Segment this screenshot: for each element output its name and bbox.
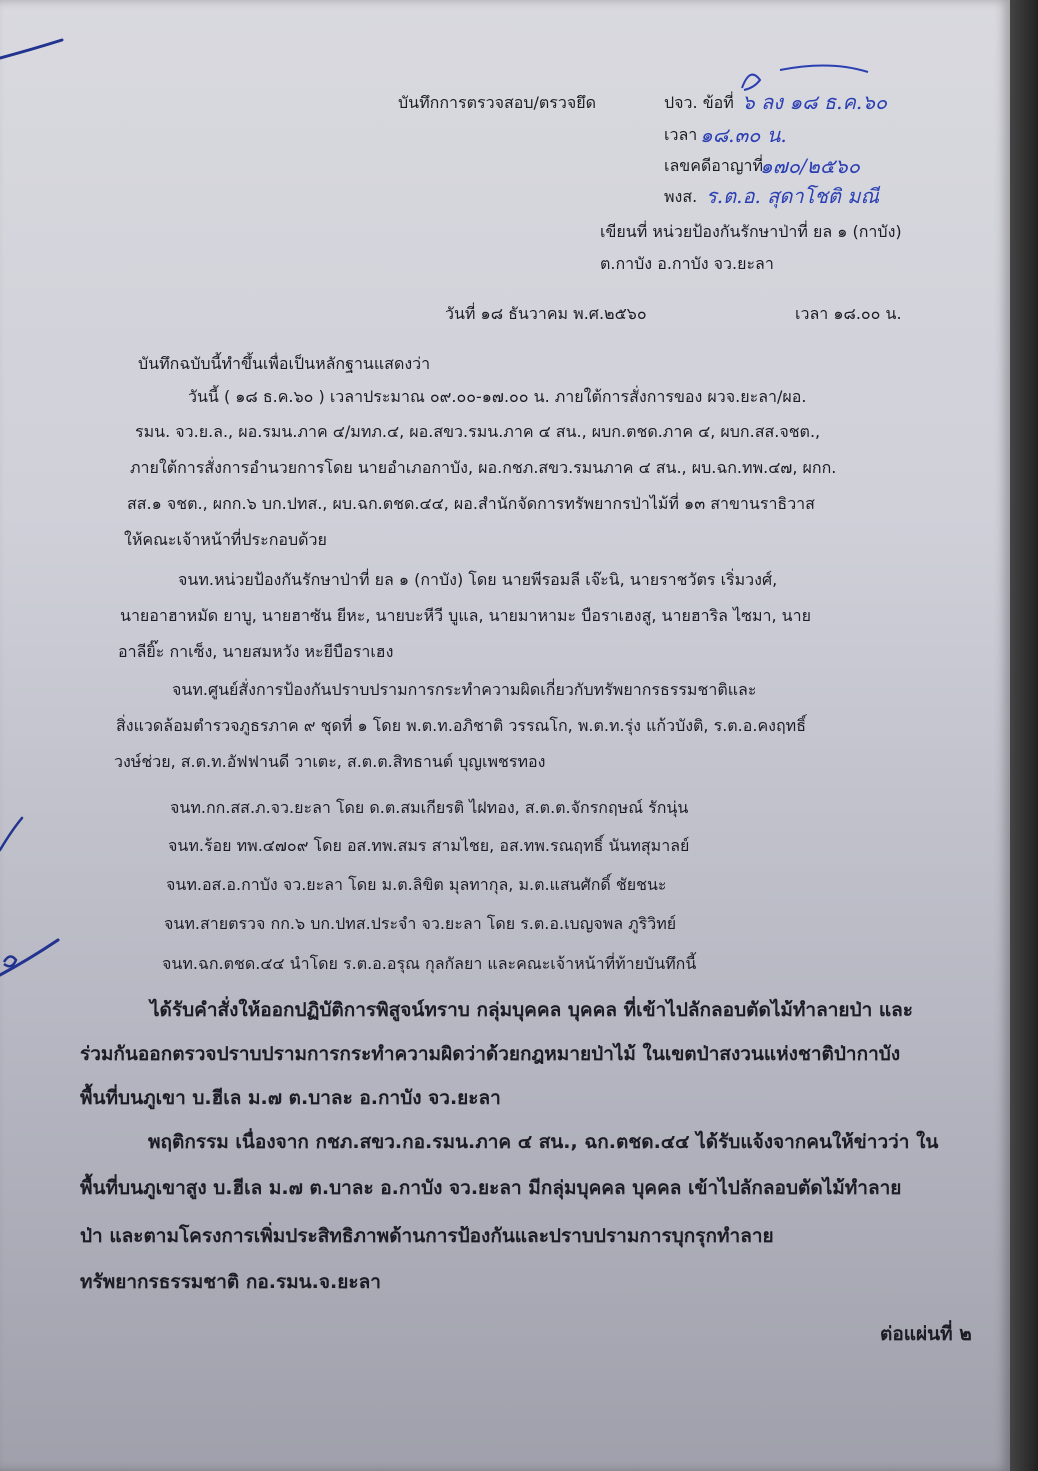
- continued-on-page: ต่อแผ่นที่ ๒: [880, 1323, 972, 1345]
- address: ต.กาบัง อ.กาบัง จว.ยะลา: [600, 254, 774, 273]
- time-handwritten-value: ๑๘.๓๐ น.: [700, 123, 787, 147]
- p2-line: จนท.หน่วยป้องกันรักษาป่าที่ ยล ๑ (กาบัง) โดย นายพีรอมลี เจ๊ะนิ, นายราชวัตร เริ่มวงศ์,: [178, 570, 778, 589]
- intro-line: บันทึกฉบับนี้ทำขึ้นเพื่อเป็นหลักฐานแสดงว่า: [138, 354, 431, 373]
- p1-line: ให้คณะเจ้าหน้าที่ประกอบด้วย: [124, 530, 327, 549]
- p1-line: สส.๑ จชต., ผกก.๖ บก.ปทส., ผบ.ฉก.ตชด.๔๔, ผอ.สำนักจัดการทรัพยากรป่าไม้ที่ ๑๓ สาขานราธิวาส: [127, 494, 815, 513]
- unit-line: จนท.ร้อย ทพ.๔๗๐๙ โดย อส.ทพ.สมร สามไชย, อส.ทพ.รณฤทธิ์ นันทสุมาลย์: [168, 836, 690, 855]
- p2-line: นายอาฮาหมัด ยาบู, นายฮาซัน ยีหะ, นายบะหีวี บูแล, นายมาหามะ บือราเฮงสู, นายฮาริล ไซมา, นาย: [120, 606, 811, 625]
- document-date: วันที่ ๑๘ ธันวาคม พ.ศ.๒๕๖๐: [445, 304, 647, 323]
- document-title: บันทึกการตรวจสอบ/ตรวจยึด: [398, 93, 596, 112]
- p2-line: อาลียิ๊ะ กาเซ็ง, นายสมหวัง หะยีบือราเฮง: [118, 642, 394, 661]
- behavior-line: พฤติกรรม เนื่องจาก กชภ.สขว.กอ.รมน.ภาค ๔ สน., ฉก.ตชด.๔๔ ได้รับแจ้งจากคนให้ข่าวว่า ใน: [148, 1131, 939, 1153]
- time-label: เวลา: [664, 125, 698, 144]
- behavior-line: พื้นที่บนภูเขาสูง บ.ฮีเล ม.๗ ต.บาละ อ.กาบัง จว.ยะลา มีกลุ่มบุคคล บุคคล เข้าไปลักลอบตัดไม้ทำลาย: [80, 1177, 902, 1199]
- unit-line: จนท.ฉก.ตชด.๔๔ นำโดย ร.ต.อ.อรุณ กุลกัลยา และคณะเจ้าหน้าที่ท้ายบันทึกนี้: [162, 954, 697, 973]
- pcw-label: ปจว. ข้อที่: [664, 93, 734, 112]
- unit-line: จนท.กก.สส.ภ.จว.ยะลา โดย ด.ต.สมเกียรติ ไฝทอง, ส.ต.ต.จักรกฤษณ์ รักนุ่น: [170, 798, 689, 817]
- pcw-handwritten-value: ๖ ลง ๑๘ ธ.ค.๖๐: [742, 90, 888, 114]
- investigator-handwritten-value: ร.ต.อ. สุดาโชติ มณี: [706, 184, 879, 208]
- written-at: เขียนที่ หน่วยป้องกันรักษาป่าที่ ยล ๑ (กาบัง): [600, 222, 902, 241]
- p1-line: ภายใต้การสั่งการอำนวยการโดย นายอำเภอกาบัง, ผอ.กชภ.สขว.รมนภาค ๔ สน., ผบ.ฉก.ทพ.๔๗, ผกก.: [130, 458, 837, 477]
- case-number-label: เลขคดีอาญาที่: [664, 156, 764, 175]
- document-time: เวลา ๑๘.๐๐ น.: [795, 304, 902, 323]
- case-number-handwritten-value: ๑๗๐/๒๕๖๐: [760, 154, 860, 178]
- order-line: ได้รับคำสั่งให้ออกปฏิบัติการพิสูจน์ทราบ กลุ่มบุคคล บุคคล ที่เข้าไปลักลอบตัดไม้ทำลายป่า และ: [150, 999, 913, 1021]
- p1-line: รมน. จว.ย.ล., ผอ.รมน.ภาค ๔/มทภ.๔, ผอ.สขว.รมน.ภาค ๔ สน., ผบก.ตชด.ภาค ๔, ผบก.สส.จชต.,: [135, 422, 821, 441]
- p3-line: วงษ์ช่วย, ส.ต.ท.อัฟฟานดี วาเตะ, ส.ต.ต.สิทธานต์ บุญเพชรทอง: [114, 752, 546, 771]
- unit-line: จนท.สายตรวจ กก.๖ บก.ปทส.ประจำ จว.ยะลา โดย ร.ต.อ.เบญจพล ภูริวิทย์: [164, 914, 677, 933]
- order-line: พื้นที่บนภูเขา บ.ฮีเล ม.๗ ต.บาละ อ.กาบัง จว.ยะลา: [80, 1087, 501, 1109]
- behavior-line: ทรัพยากรธรรมชาติ กอ.รมน.จ.ยะลา: [80, 1271, 381, 1293]
- p3-line: จนท.ศูนย์สั่งการป้องกันปราบปรามการกระทำความผิดเกี่ยวกับทรัพยากรธรรมชาติและ: [172, 680, 757, 699]
- investigator-label: พงส.: [664, 187, 698, 206]
- behavior-line: ป่า และตามโครงการเพิ่มประสิทธิภาพด้านการป้องกันและปราบปรามการบุกรุกทำลาย: [80, 1225, 774, 1247]
- p1-line: วันนี้ ( ๑๘ ธ.ค.๖๐ ) เวลาประมาณ ๐๙.๐๐-๑๗.๐๐ น. ภายใต้การสั่งการของ ผวจ.ยะลา/ผอ.: [188, 387, 807, 406]
- order-line: ร่วมกันออกตรวจปราบปรามการกระทำความผิดว่าด้วยกฎหมายป่าไม้ ในเขตป่าสงวนแห่งชาติป่ากาบัง: [80, 1043, 901, 1065]
- p3-line: สิ่งแวดล้อมตำรวจภูธรภาค ๙ ชุดที่ ๑ โดย พ.ต.ท.อภิชาติ วรรณโก, พ.ต.ท.รุ่ง แก้วบังติ, ร.ต.อ.คงฤทธิ์: [116, 716, 806, 735]
- unit-line: จนท.อส.อ.กาบัง จว.ยะลา โดย ม.ต.ลิขิต มุลทากุล, ม.ต.แสนศักดิ์ ชัยชนะ: [166, 875, 667, 894]
